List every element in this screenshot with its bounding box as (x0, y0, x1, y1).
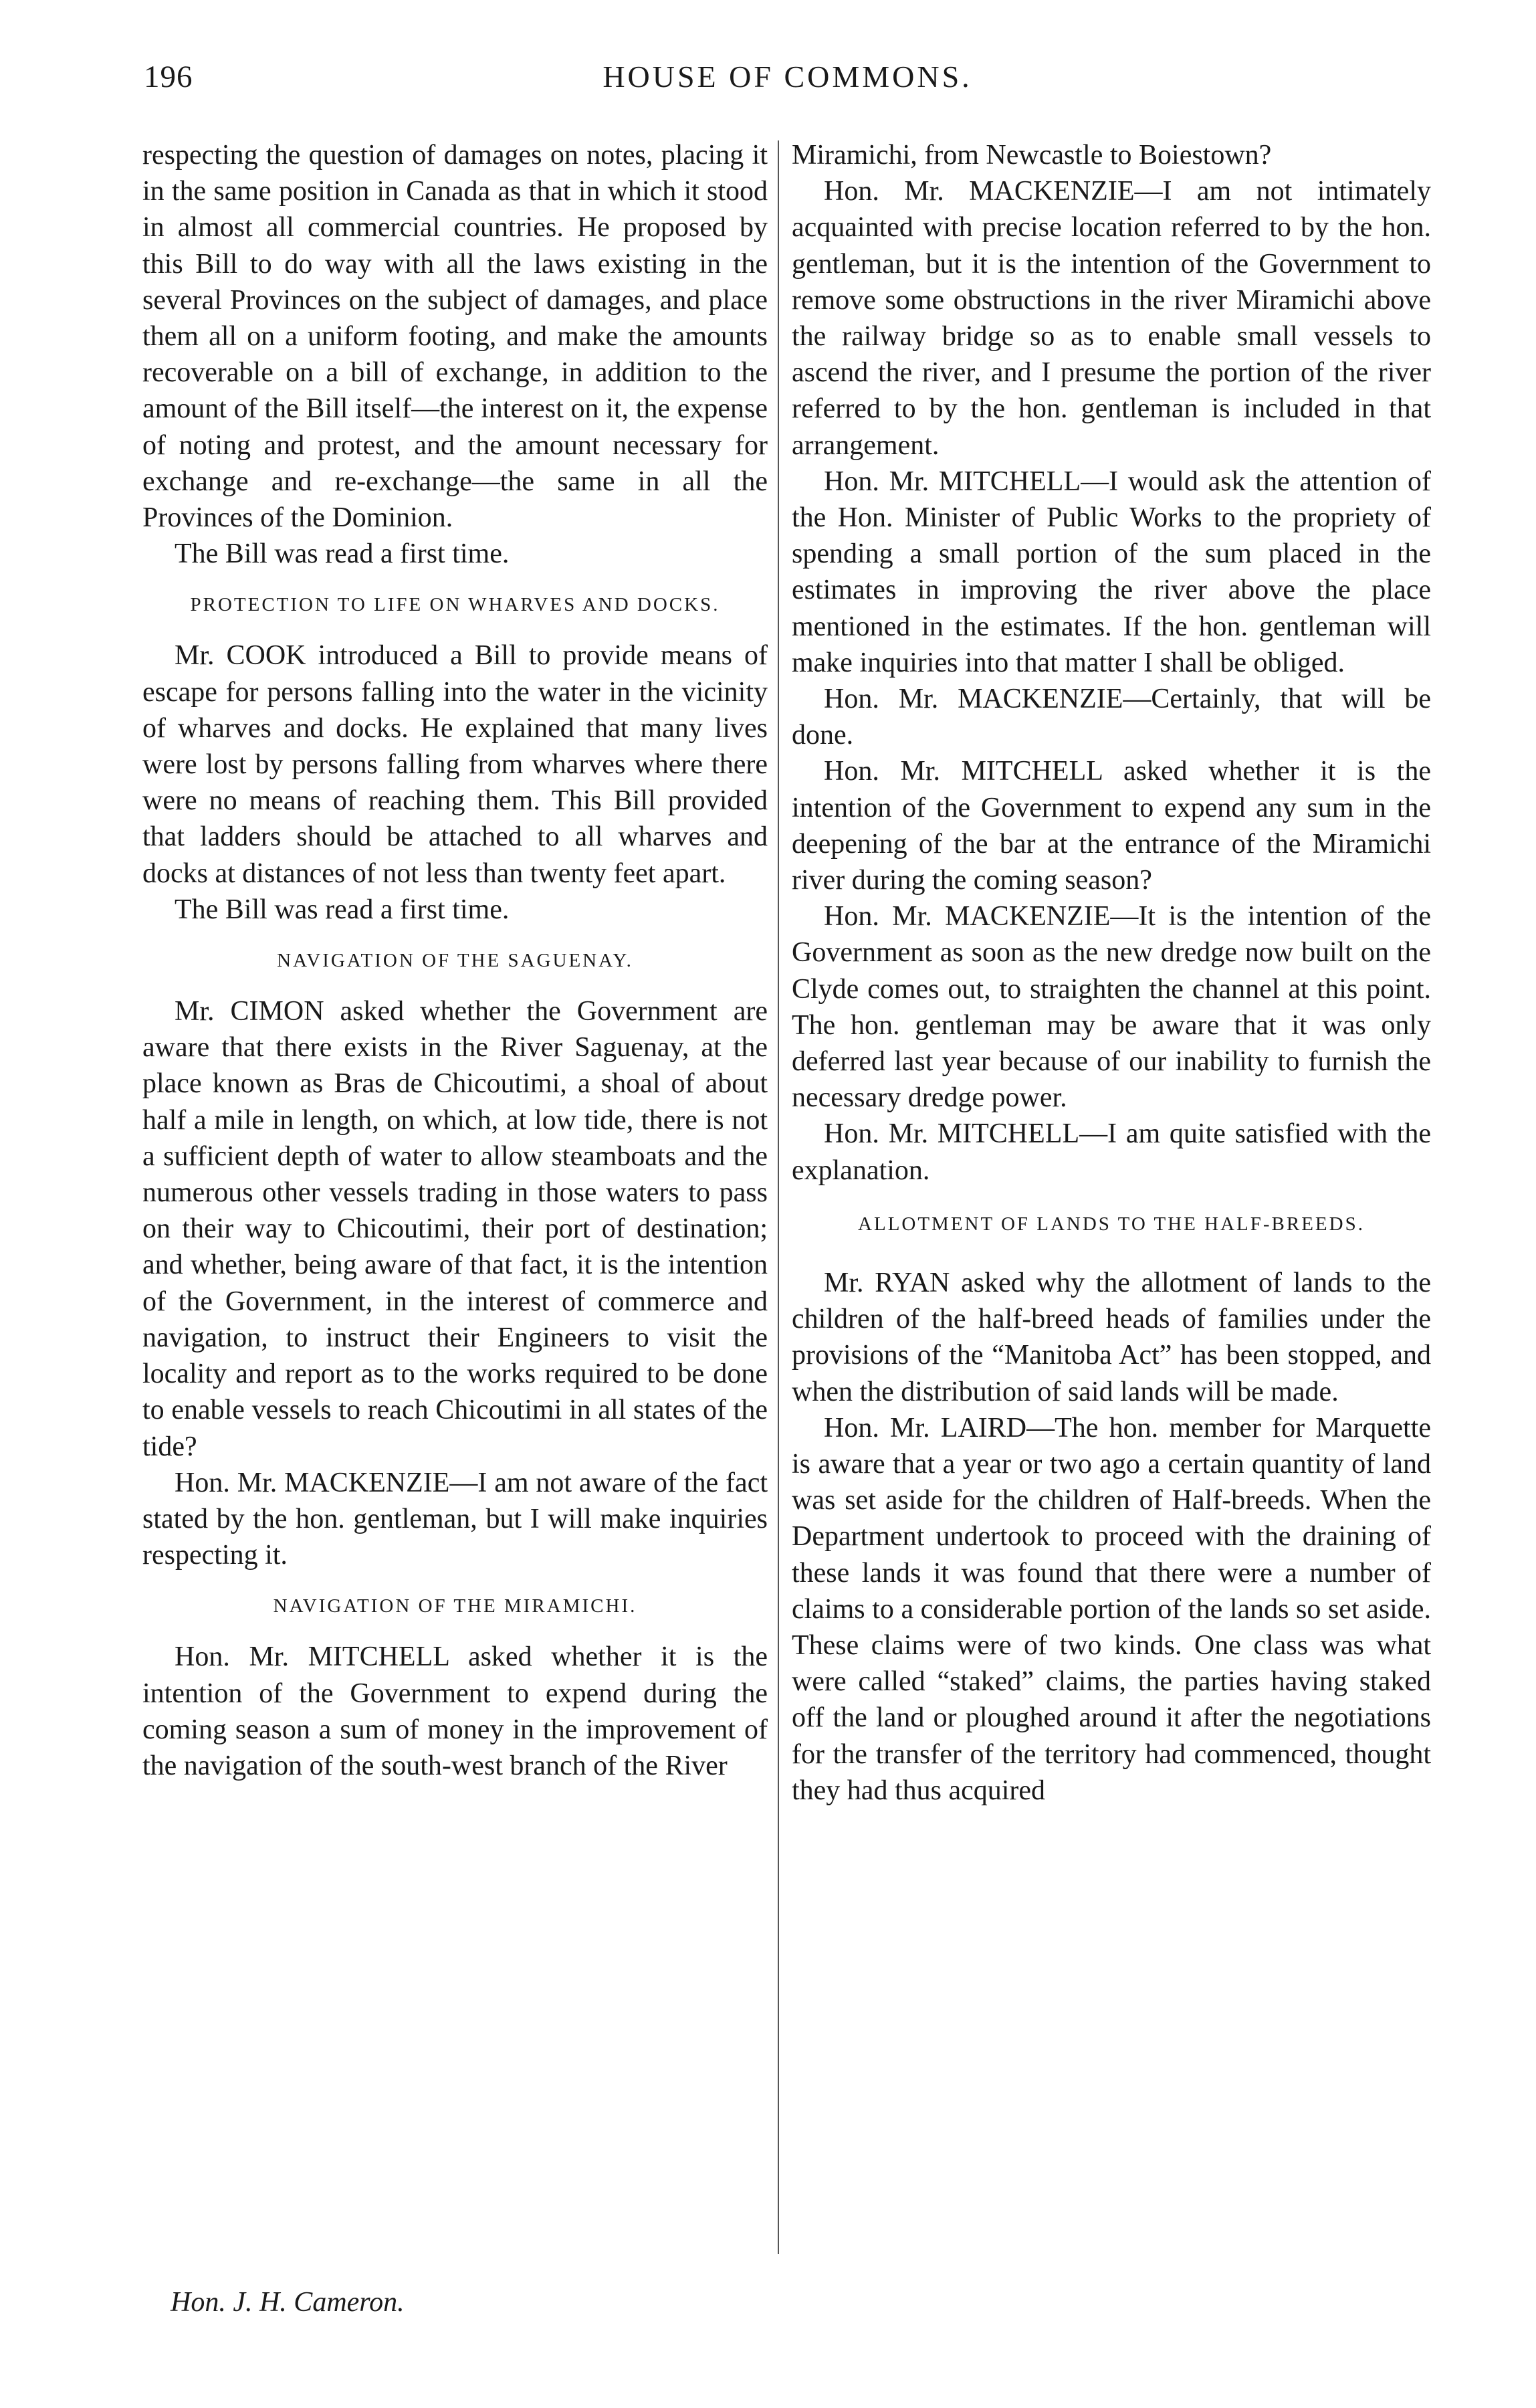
paragraph: Hon. Mr. MITCHELL asked whether it is the intention of the Government to expend during the coming season a sum of money in the improvement of the navigation of the south-west branch of the River (142, 1641, 768, 1781)
page-header (144, 59, 1431, 112)
paragraph: Miramichi, from Newcastle to Boiestown? (792, 140, 1272, 171)
paragraph: The Bill was read a first time. (175, 538, 510, 570)
paragraph: Hon. Mr. MITCHELL—I am quite satisfied with the explanation. (792, 1118, 1431, 1186)
paragraph: Hon. Mr. MACKENZIE—I am not intimately acquainted with precise location referred to by the hon. gentleman, but it is the intention of the Government to remove some obstructions in the river Miramichi above the railway bridge so as to enable small vessels to ascend the river, and I presume the portion of the river referred to by the hon. gentleman is included in that arrangement. (792, 176, 1431, 461)
section-heading: ALLOTMENT OF LANDS TO THE HALF-BREEDS. (858, 1213, 1365, 1235)
footer-signature: Hon. J. H. Cameron. (171, 2287, 405, 2318)
running-head: HOUSE OF COMMONS. (602, 60, 972, 94)
paragraph: Hon. Mr. MITCHELL—I would ask the attention of the Hon. Minister of Public Works to the propriety of spending a small portion of the sum placed in the estimates in improving the river above the place mentioned in the estimates. If the hon. gentleman will make inquiries into that matter I shall be obliged. (792, 466, 1431, 678)
paragraph: Hon. Mr. MACKENZIE—It is the intention of the Government as soon as the new dredge now built on the Clyde comes out, to straighten the channel at this point. The hon. gentleman may be aware that it was only deferred last year because of our inability to furnish the necessary dredge power. (792, 901, 1431, 1114)
column-divider (778, 140, 779, 2254)
section-heading: NAVIGATION OF THE SAGUENAY. (277, 950, 633, 972)
paragraph: Mr. CIMON asked whether the Government are aware that there exists in the River Saguenay, at the place known as Bras de Chicoutimi, a shoal of about half a mile in length, on which, at low tide, there is not a sufficient depth of water to allow steamboats and the numerous other vessels trading in those waters to pass on their way to Chicoutimi, their port of destination; and whether, being aware of that fact, it is the intention of the Government, in the interest of commerce and navigation, to instruct their Engineers to visit the locality and report as to the works required to be done to enable vessels to reach Chicoutimi in all states of the tide? (142, 996, 768, 1462)
right-column (792, 137, 1431, 1809)
paragraph: The Bill was read a first time. (175, 894, 510, 925)
paragraph: Hon. Mr. MACKENZIE—Certainly, that will be done. (792, 684, 1431, 751)
paragraph: Mr. COOK introduced a Bill to provide means of escape for persons falling into the water in the vicinity of wharves and docks. He explained that many lives were lost by persons falling from wharves where there were no means of reaching them. This Bill provided that ladders should be attached to all wharves and docks at distances of not less than twenty feet apart. (142, 640, 768, 889)
paragraph: Hon. Mr. LAIRD—The hon. member for Marquette is aware that a year or two ago a certain quantity of land was set aside for the children of Half-breeds. When the Department undertook to proceed with the draining of these lands it was found that there were a number of claims to a considerable portion of the lands so set aside. These claims were of two kinds. One class was what were called “staked” claims, the parties having staked off the land or ploughed around it after the negotiations for the transfer of the territory had commenced, thought they had thus acquired (792, 1412, 1431, 1806)
left-column (142, 137, 768, 1784)
paragraph: Hon. Mr. MITCHELL asked whether it is the intention of the Government to expend any sum in the deepening of the bar at the entrance of the Miramichi river during the coming season? (792, 756, 1431, 896)
page-number: 196 (144, 60, 193, 94)
section-heading: PROTECTION TO LIFE ON WHARVES AND DOCKS. (190, 594, 720, 616)
paragraph: Hon. Mr. MACKENZIE—I am not aware of the fact stated by the hon. gentleman, but I will make inquiries respecting it. (142, 1467, 768, 1571)
paragraph: respecting the question of damages on notes, placing it in the same position in Canada as that in which it stood in almost all commercial countries. He proposed by this Bill to do way with all the laws existing in the several Provinces on the subject of damages, and place them all on a uniform footing, and make the amounts recoverable on a bill of exchange, in addition to the amount of the Bill itself—the interest on it, the expense of noting and protest, and the amount necessary for exchange and re-exchange—the same in all the Provinces of the Dominion. (142, 140, 768, 534)
paragraph: Mr. RYAN asked why the allotment of lands to the children of the half-breed heads of families under the provisions of the “Manitoba Act” has been stopped, and when the distribution of said lands will be made. (792, 1267, 1431, 1407)
section-heading: NAVIGATION OF THE MIRAMICHI. (273, 1595, 637, 1617)
